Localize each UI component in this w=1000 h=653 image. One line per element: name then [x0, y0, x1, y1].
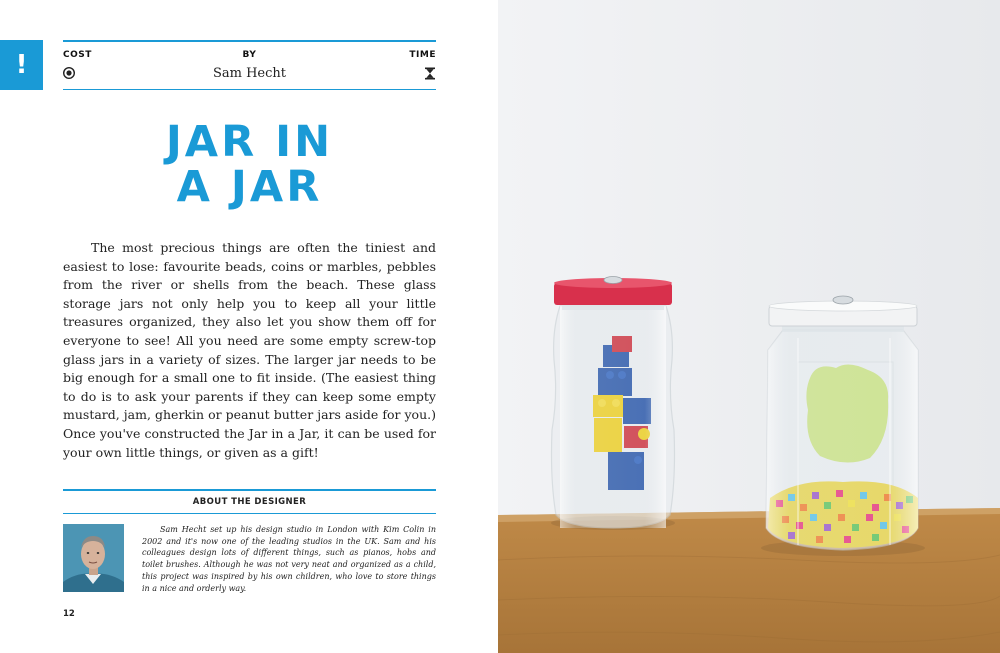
about-designer-section: [63, 489, 436, 604]
jars-photo: [498, 0, 1000, 653]
exclamation-icon: !: [15, 50, 28, 80]
time-label: TIME: [409, 50, 436, 60]
page-title: [63, 117, 436, 212]
hourglass-icon: [424, 67, 436, 80]
title-line-2: A JAR: [176, 162, 323, 212]
about-heading: ABOUT THE DESIGNER: [63, 489, 436, 514]
designer-portrait: [63, 524, 124, 592]
author-name: Sam Hecht: [212, 66, 287, 81]
about-body: [63, 524, 436, 604]
section-tab: [0, 40, 43, 90]
title-line-1: JAR IN: [165, 117, 334, 167]
intro-paragraph: The most precious things are often the tiniest and easiest to lose: favourite beads, coins or marbles, pebbles from the river or shells from the beach. These glass storage jars not only help you to keep all your little treasures organized, they also let you show them off for everyone to see! All you need are some empty screw-top glass jars in a variety of sizes. The larger jar needs to be big enough for a small one to fit inside. (The easiest thing to do is to ask your parents if they can keep some empty mustard, jam, gherkin or peanut butter jars aside for you.) Once you've constructed the Jar in a Jar, it can be used for your own little things, or given as a gift!: [63, 240, 436, 460]
left-page: [0, 0, 498, 653]
about-text: Sam Hecht set up his design studio in London with Kim Colin in 2002 and it's now one of the leading studios in the UK. Sam and his colleagues design lots of different things, such as pianos, hobs and toilet brushes. Although he was not very neat and organized as a child, this project was inspired by his own children, who love to store things in a nice and orderly way.: [142, 525, 436, 593]
project-meta-bar: [63, 40, 436, 90]
wooden-shelf: [498, 508, 1000, 653]
by-label: BY: [242, 50, 257, 60]
page-number: 12: [63, 609, 75, 619]
jars-illustration: [498, 0, 1000, 653]
cost-label: COST: [63, 50, 92, 60]
white-lid-jar: [761, 296, 925, 556]
red-lid-jar: [551, 277, 675, 531]
